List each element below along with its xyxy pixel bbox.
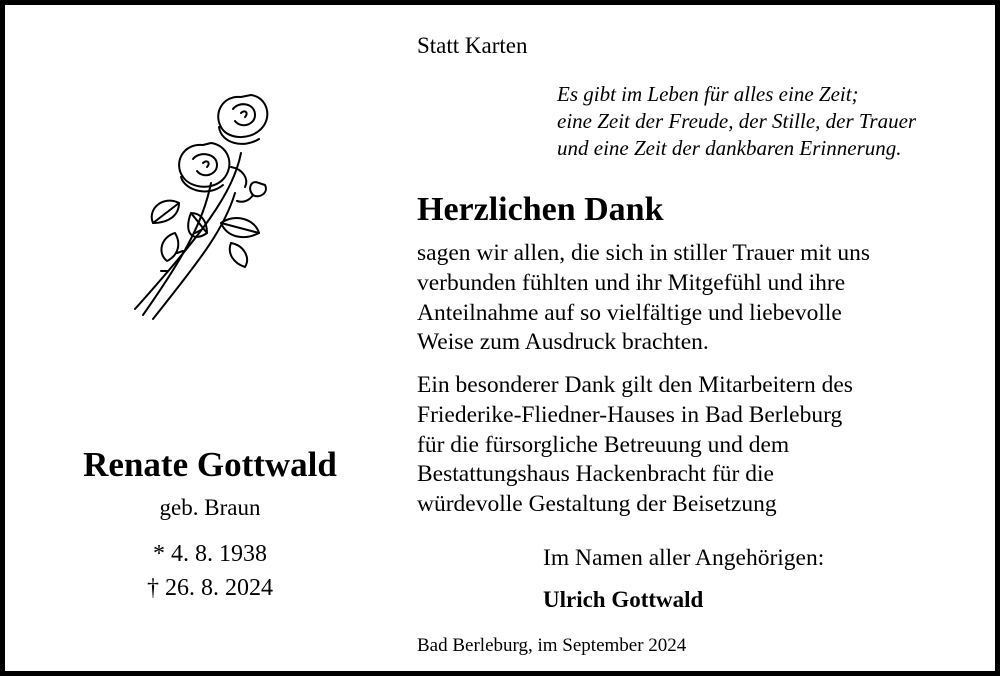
on-behalf-line: Im Namen aller Angehörigen: <box>543 545 825 571</box>
text-line: Friederike-Fliedner-Hauses in Bad Berleburg <box>417 401 843 428</box>
text-line: Anteilnahme auf so vielfältige und liebevolle <box>417 299 842 326</box>
birth-date: * 4. 8. 1938 <box>153 541 267 567</box>
poem-line: und eine Zeit der dankbaren Erinnerung. <box>557 136 902 160</box>
poem-line: eine Zeit der Freude, der Stille, der Trauer <box>557 109 917 133</box>
text-line: sagen wir allen, die sich in stiller Trauer mit uns <box>417 240 870 266</box>
maiden-name: geb. Braun <box>159 495 261 520</box>
text-line: verbunden fühlten und ihr Mitgefühl und ihre <box>417 269 846 296</box>
signer-name: Ulrich Gottwald <box>543 587 704 612</box>
thanks-heading: Herzlichen Dank <box>417 191 664 228</box>
text-line: Weise zum Ausdruck brachten. <box>417 329 709 356</box>
text-line: Ein besonderer Dank gilt den Mitarbeitern des <box>417 372 853 398</box>
statt-karten-label: Statt Karten <box>417 33 528 58</box>
text-line: Bestattungshaus Hackenbracht für die <box>417 461 774 488</box>
poem <box>557 81 916 162</box>
roses-illustration-icon <box>123 83 283 323</box>
poem-line: Es gibt im Leben für alles eine Zeit; <box>557 82 859 106</box>
text-line: für die fürsorgliche Betreuung und dem <box>417 431 790 458</box>
thanks-paragraph-1 <box>417 239 870 358</box>
thanks-paragraph-2 <box>417 371 853 520</box>
text-line: würdevolle Gestaltung der Beisetzung <box>417 491 777 518</box>
place-date: Bad Berleburg, im September 2024 <box>417 635 687 656</box>
death-date: † 26. 8. 2024 <box>147 575 273 601</box>
deceased-name: Renate Gottwald <box>83 445 337 484</box>
